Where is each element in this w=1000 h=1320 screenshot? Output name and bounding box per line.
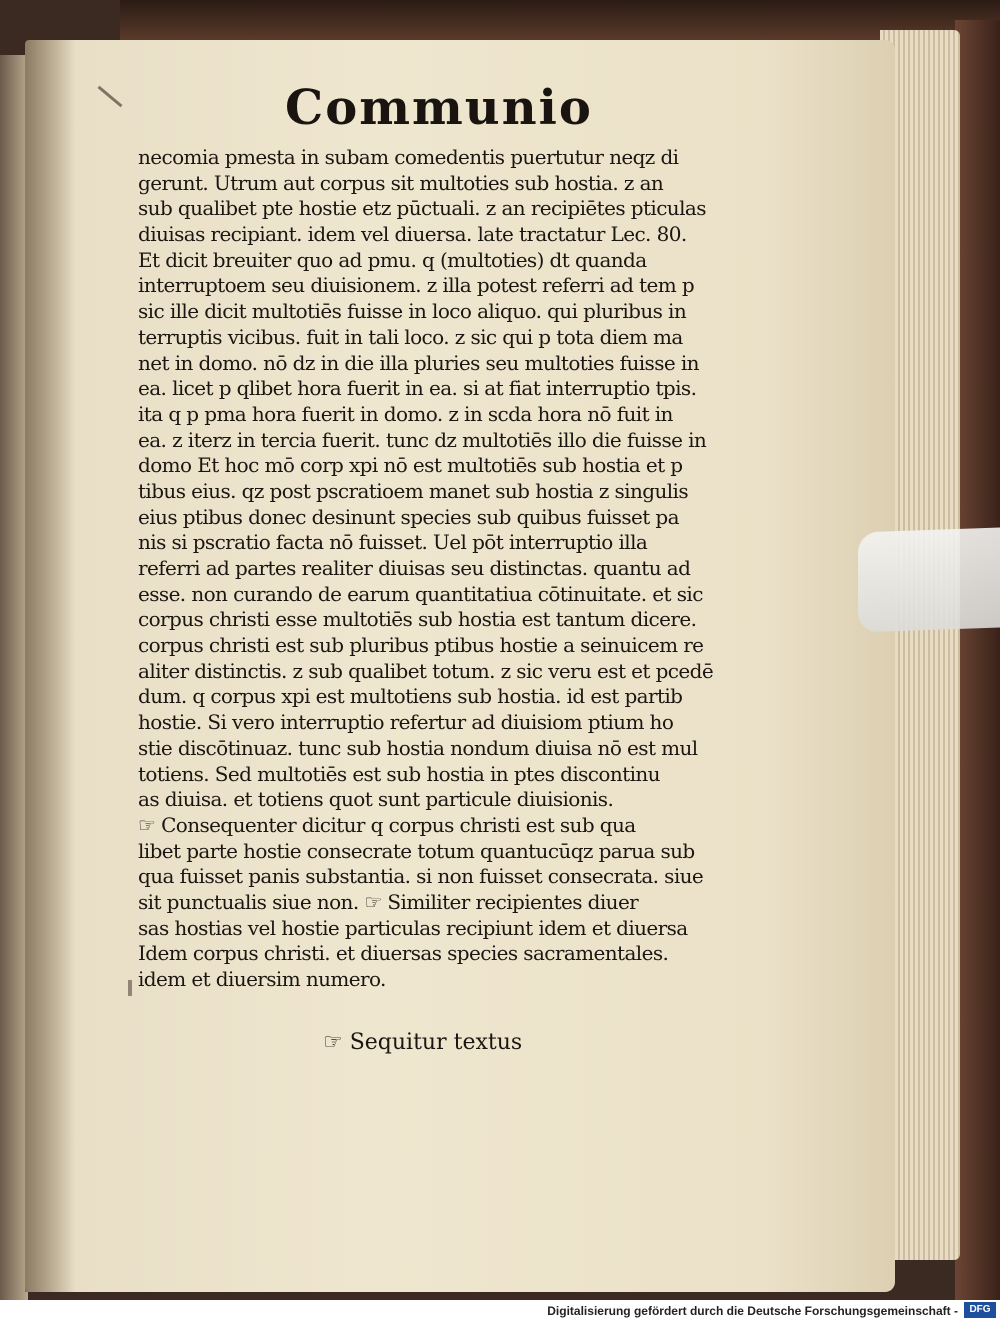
text-line: Et dicit breuiter quo ad pmu. q (multoties) dt quanda bbox=[138, 247, 647, 272]
text-line: eius ptibus donec desinunt species sub quibus fuisset pa bbox=[138, 504, 679, 529]
text-line: hostie. Si vero interruptio refertur ad diuisiom ptium ho bbox=[138, 710, 674, 735]
text-line: corpus christi esse multotiēs sub hostia est tantum dicere. bbox=[138, 607, 697, 632]
left-page-edge bbox=[0, 55, 28, 1300]
text-line: nis si pscratio facta nō fuisset. Uel pōt interruptio illa bbox=[138, 530, 648, 555]
text-line: esse. non curando de earum quantitatiua cōtinuitate. et sic bbox=[138, 581, 703, 606]
text-line: dum. q corpus xpi est multotiens sub hostia. id est partib bbox=[138, 684, 683, 709]
gutter-shadow bbox=[25, 40, 75, 1292]
footer-catchword: ☞ Sequitur textus bbox=[323, 1030, 523, 1055]
book-cover-right bbox=[955, 20, 1000, 1300]
text-line: sas hostias vel hostie particulas recipiunt idem et diuersa bbox=[138, 915, 688, 940]
text-line: idem et diuersim numero. bbox=[138, 967, 386, 991]
text-line: sub qualibet pte hostie etz pūctuali. z an recipiētes pticulas bbox=[138, 196, 706, 221]
text-line: necomia pmesta in subam comedentis puertutur neqz di bbox=[138, 145, 679, 169]
text-line: as diuisa. et totiens quot sunt particule diuisionis. bbox=[138, 787, 614, 812]
text-block bbox=[138, 145, 748, 991]
text-line: tibus eius. qz post pscratioem manet sub hostia z singulis bbox=[138, 478, 688, 503]
text-line: qua fuisset panis substantia. si non fuisset consecrata. siue bbox=[138, 864, 704, 889]
book-cover-top bbox=[120, 0, 1000, 40]
text-line: ita q p pma hora fuerit in domo. z in scda hora nō fuit in bbox=[138, 401, 673, 426]
page-heading: Communio bbox=[285, 80, 593, 136]
text-line: ea. z iterz in tercia fuerit. tunc dz multotiēs illo die fuisse in bbox=[138, 427, 707, 452]
text-line: ea. licet p qlibet hora fuerit in ea. si at fiat interruptio tpis. bbox=[138, 376, 697, 401]
text-line: corpus christi est sub pluribus ptibus hostie a seinuicem re bbox=[138, 633, 704, 658]
text-line: sit punctualis siue non. ☞ Similiter recipientes diuer bbox=[138, 889, 639, 914]
text-line: gerunt. Utrum aut corpus sit multoties sub hostia. z an bbox=[138, 170, 664, 195]
ink-dot bbox=[128, 980, 132, 996]
text-line: Idem corpus christi. et diuersas species sacramentales. bbox=[138, 941, 669, 966]
text-line: stie discōtinuaz. tunc sub hostia nondum diuisa nō est mul bbox=[138, 735, 698, 760]
text-line: net in domo. nō dz in die illa pluries seu multoties fuisse in bbox=[138, 350, 699, 375]
bookmark-strip bbox=[858, 528, 1000, 633]
text-line: ☞ Consequenter dicitur q corpus christi est sub qua bbox=[138, 812, 636, 837]
dfg-logo: DFG bbox=[964, 1302, 996, 1318]
text-line: diuisas recipiant. idem vel diuersa. late tractatur Lec. 80. bbox=[138, 222, 687, 247]
text-line: totiens. Sed multotiēs est sub hostia in ptes discontinu bbox=[138, 761, 660, 786]
text-line: aliter distinctis. z sub qualibet totum. z sic veru est et pcedē bbox=[138, 658, 714, 683]
text-line: terruptis vicibus. fuit in tali loco. z sic qui p tota diem ma bbox=[138, 324, 683, 349]
text-line: referri ad partes realiter diuisas seu distinctas. quantu ad bbox=[138, 556, 691, 580]
text-line: sic ille dicit multotiēs fuisse in loco aliquo. qui pluribus in bbox=[138, 299, 687, 324]
credit-text: Digitalisierung gefördert durch die Deutsche Forschungsgemeinschaft - bbox=[547, 1304, 958, 1318]
text-line: domo Et hoc mō corp xpi nō est multotiēs sub hostia et p bbox=[138, 453, 683, 478]
text-line: interruptoem seu diuisionem. z illa potest referri ad tem p bbox=[138, 273, 695, 298]
text-line: libet parte hostie consecrate totum quantucūqz parua sub bbox=[138, 838, 695, 863]
